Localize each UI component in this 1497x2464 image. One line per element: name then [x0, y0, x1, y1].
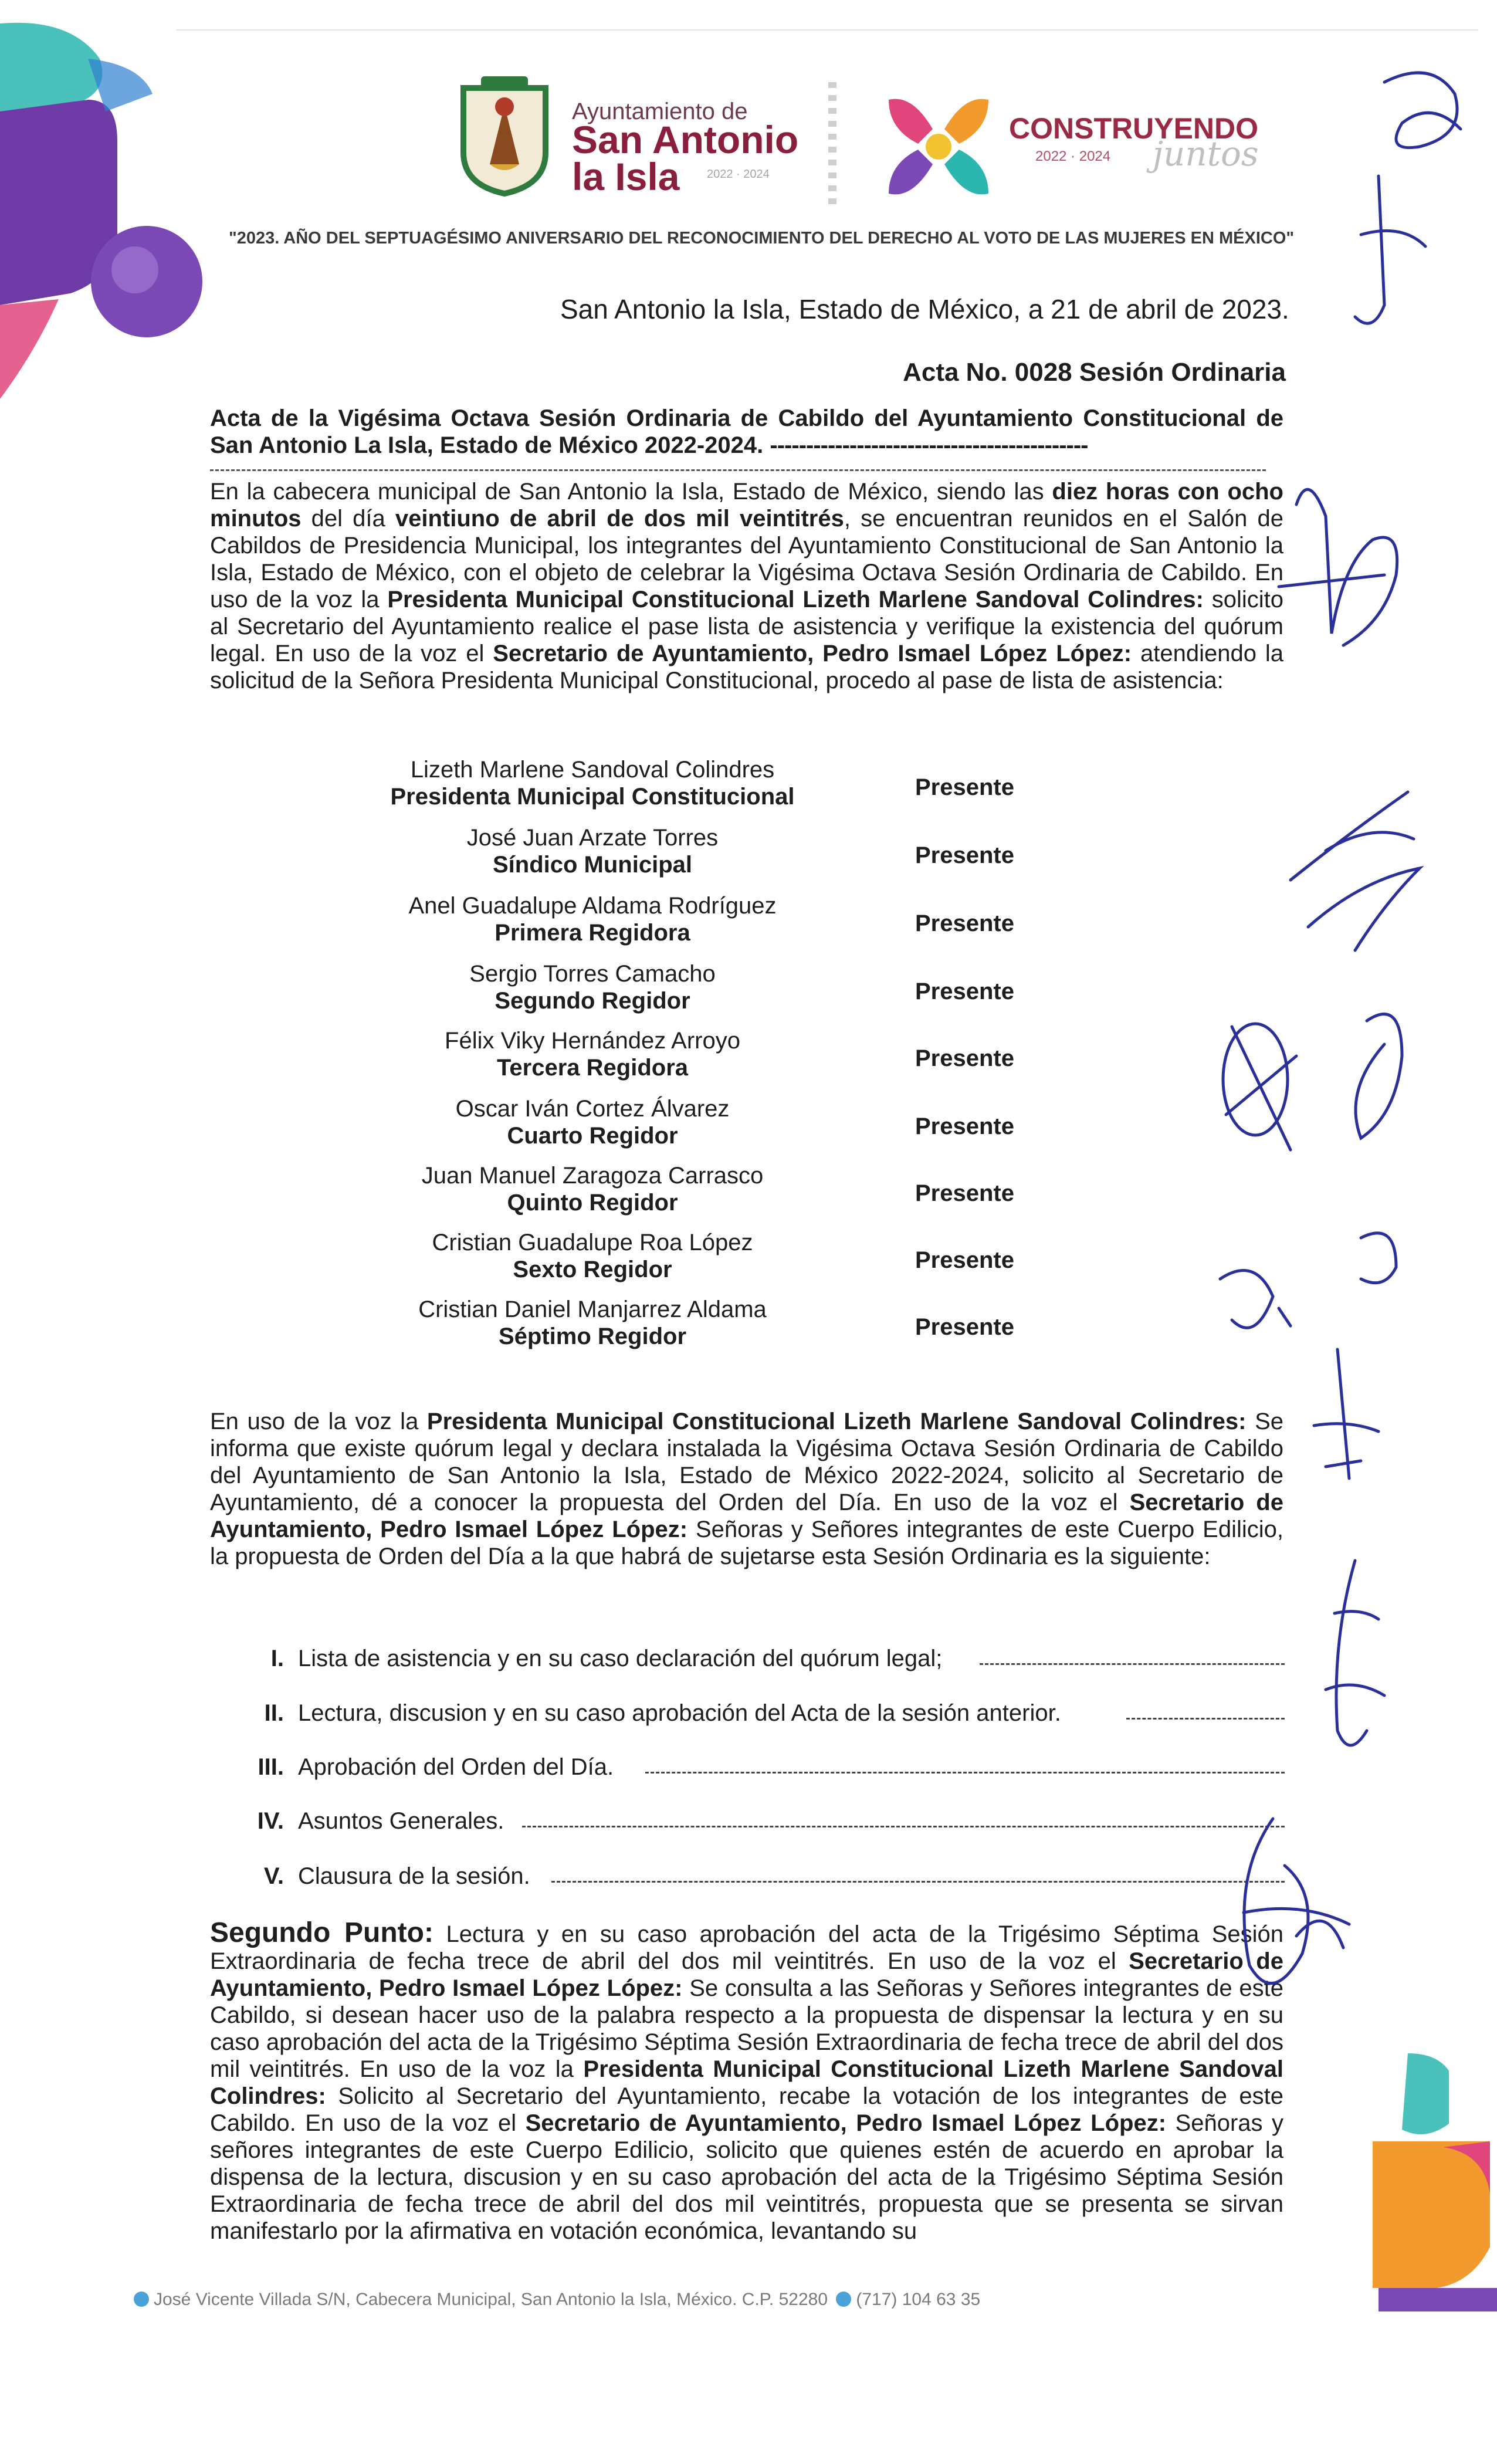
ayuntamiento-years: 2022 · 2024 [707, 168, 770, 181]
attendance-status: Presente [915, 842, 1014, 868]
attendance-status: Presente [915, 1045, 1014, 1071]
quorum-bold-2: Secretario de Ayuntamiento, Pedro Ismael López López: [210, 1490, 1283, 1542]
attendance-status: Presente [915, 1314, 1014, 1340]
member-role: Séptimo Regidor [498, 1324, 687, 1349]
agenda-text: Lista de asistencia y en su caso declaración del quórum legal; [298, 1646, 943, 1671]
agenda-fill-line [522, 1826, 1285, 1827]
attendance-status: Presente [915, 1113, 1014, 1139]
agenda-item [246, 1754, 1291, 1789]
attendance-row [352, 825, 1115, 889]
attendance-status: Presente [915, 1180, 1014, 1206]
intro-text-1: En la cabecera municipal de San Antonio la Isla, Estado de México, siendo las [210, 479, 1052, 505]
campaign-script: juntos [1153, 134, 1259, 174]
ayuntamiento-label: Ayuntamiento de [572, 99, 748, 124]
member-role: Primera Regidora [495, 920, 690, 946]
intro-text-4: solicito al Secretario del Ayuntamiento realice el pase lista de asistencia y verifique la existencia del quórum legal. En uso de la voz el [210, 587, 1284, 666]
municipality-name-line2: la Isla [572, 155, 680, 198]
attendance-row [352, 1028, 1115, 1092]
segundo-text-3: Solicito al Secretario del Ayuntamiento, recabe la votación de los integrantes de este Cabildo. En uso de la voz el [210, 2083, 1283, 2136]
attendance-status: Presente [915, 774, 1014, 800]
agenda-text: Aprobación del Orden del Día. [298, 1754, 614, 1780]
agenda-number: IV. [257, 1808, 284, 1834]
segundo-text-2: Se consulta a las Señoras y Señores integrantes de este Cabildo, si desean hacer uso de la palabra respecto a la propuesta de dispensar la lectura y en su caso aprobación del acta de la Trigésimo Séptima Sesión Extraordinaria de fecha trece de abril del dos mil veintitrés. En uso de la voz la [210, 1975, 1283, 2082]
intro-text-5: atendiendo la solicitud de la Señora Presidenta Municipal Constitucional, procedo al pase de lista de asistencia: [210, 641, 1284, 693]
agenda-number: II. [264, 1700, 284, 1726]
agenda-item [246, 1646, 1291, 1681]
segundo-text-1: Lectura y en su caso aprobación del acta de la Trigésimo Séptima Sesión Extraordinaria de fecha trece de abril del dos mil veintitrés. En uso de la voz el [210, 1921, 1283, 1974]
intro-bold-4: Secretario de Ayuntamiento, Pedro Ismael López López: [493, 641, 1132, 666]
agenda-text: Lectura, discusion y en su caso aprobación del Acta de la sesión anterior. [298, 1700, 1061, 1726]
agenda-fill-line [551, 1881, 1285, 1883]
member-name: Juan Manuel Zaragoza Carrasco [421, 1163, 764, 1189]
brand-shapes-left [0, 0, 258, 411]
member-name: Cristian Guadalupe Roa López [432, 1230, 753, 1255]
member-name: José Juan Arzate Torres [466, 825, 719, 851]
member-name: Oscar Iván Cortez Álvarez [455, 1096, 730, 1122]
member-name: Félix Viky Hernández Arroyo [445, 1028, 740, 1054]
intro-paragraph [210, 478, 1283, 694]
segundo-bold-3: Secretario de Ayuntamiento, Pedro Ismael López López: [525, 2110, 1167, 2136]
location-pin-icon [134, 2292, 149, 2307]
agenda-number: I. [270, 1646, 284, 1671]
attendance-row [352, 893, 1115, 957]
intro-bold-2: veintiuno de abril de dos mil veintitrés [395, 506, 844, 532]
municipality-name-line1: San Antonio [572, 118, 799, 161]
agenda-number: V. [263, 1863, 284, 1889]
acta-title [210, 405, 1283, 459]
acta-title-dashes: -------------------------------------------- [770, 432, 1088, 458]
footer-address: José Vicente Villada S/N, Cabecera Municipal, San Antonio la Isla, México. C.P. 52280 [154, 2290, 828, 2309]
member-role: Quinto Regidor [507, 1190, 678, 1216]
intro-text-3: , se encuentran reunidos en el Salón de Cabildos de Presidencia Municipal, los integrantes del Ayuntamiento Constitucional de San Antonio la Isla, Estado de México, con el objeto de celebrar la Vigésima Octava Sesión Ordinaria de Cabildo. En uso de la voz la [210, 506, 1284, 612]
phone-icon [836, 2292, 851, 2307]
attendance-status: Presente [915, 1247, 1014, 1273]
quorum-text-3: Señoras y Señores integrantes de este Cuerpo Edilicio, la propuesta de Orden del Día a la que habrá de sujetarse esta Sesión Ordinaria es la siguiente: [210, 1517, 1283, 1569]
agenda-item [246, 1700, 1291, 1735]
segundo-text-4: Señoras y señores integrantes de este Cuerpo Edilicio, solicito que quienes estén de acuerdo en aprobar la dispensa de la lectura, discusion y en su caso aprobación del acta de la Trigésimo Séptima Sesión Extraordinaria de fecha trece de abril del dos mil veintitrés, propuesta que se presenta se sirvan manifestarlo por la afirmativa en votación económica, levantando su [210, 2110, 1283, 2244]
attendance-row [352, 1096, 1115, 1160]
municipal-crest-icon [458, 76, 551, 197]
top-rule [176, 29, 1478, 31]
segundo-punto-title: Segundo Punto: [210, 1917, 433, 1948]
attendance-row [352, 1230, 1115, 1294]
agenda-number: III. [258, 1754, 284, 1780]
construyendo-logo-icon [877, 88, 1000, 205]
member-role: Síndico Municipal [492, 852, 693, 878]
member-name: Cristian Daniel Manjarrez Aldama [418, 1297, 767, 1322]
attendance-row [352, 1297, 1115, 1361]
segundo-bold-2: Presidenta Municipal Constitucional Lizeth Marlene Sandoval Colindres: [210, 2056, 1284, 2109]
agenda-item [246, 1863, 1291, 1898]
attendance-row [352, 961, 1115, 1025]
quorum-paragraph [210, 1408, 1283, 1570]
intro-text-2: del día [301, 506, 395, 532]
acta-title-text: Acta de la Vigésima Octava Sesión Ordinaria de Cabildo del Ayuntamiento Constitucional de San Antonio La Isla, Estado de México 2022-2024. [210, 405, 1283, 458]
intro-bold-3: Presidenta Municipal Constitucional Lizeth Marlene Sandoval Colindres: [387, 587, 1204, 612]
member-role: Tercera Regidora [496, 1055, 689, 1081]
agenda-text: Asuntos Generales. [298, 1808, 504, 1834]
attendance-row [352, 757, 1115, 821]
member-role: Segundo Regidor [495, 988, 690, 1014]
quorum-bold-1: Presidenta Municipal Constitucional Lizeth Marlene Sandoval Colindres: [426, 1409, 1247, 1434]
attendance-status: Presente [915, 911, 1014, 936]
vertical-separator-dots [826, 82, 840, 211]
campaign-title: CONSTRUYENDO [1009, 112, 1259, 145]
agenda-text: Clausura de la sesión. [298, 1863, 530, 1889]
segundo-punto-paragraph [210, 1917, 1284, 2245]
campaign-years: 2022 · 2024 [1035, 148, 1111, 164]
footer-phone: (717) 104 63 35 [856, 2290, 981, 2309]
separator-rule [210, 469, 1266, 471]
member-name: Anel Guadalupe Aldama Rodríguez [408, 893, 777, 919]
attendance-row [352, 1163, 1115, 1227]
quorum-text-1: En uso de la voz la [210, 1409, 427, 1434]
member-role: Cuarto Regidor [507, 1123, 678, 1149]
quorum-text-2: Se informa que existe quórum legal y declara instalada la Vigésima Octava Sesión Ordinaria de Cabildo del Ayuntamiento de San Antonio la Isla, Estado de México 2022-2024, solicito al Secretario de Ayuntamiento, dé a conocer la propuesta del Orden del Día. En uso de la voz el [210, 1409, 1284, 1515]
agenda-fill-line [645, 1772, 1285, 1773]
member-role: Presidenta Municipal Constitucional [390, 784, 795, 810]
acta-number: Acta No. 0028 Sesión Ordinaria [903, 358, 1286, 387]
footer [134, 2290, 980, 2310]
margin-signatures [1208, 59, 1484, 2141]
member-name: Sergio Torres Camacho [469, 961, 716, 987]
member-role: Sexto Regidor [513, 1257, 672, 1282]
agenda-item [246, 1808, 1291, 1843]
member-name: Lizeth Marlene Sandoval Colindres [410, 757, 775, 783]
attendance-status: Presente [915, 979, 1014, 1004]
segundo-bold-1: Secretario de Ayuntamiento, Pedro Ismael López López: [210, 1948, 1283, 2001]
year-motto: "2023. AÑO DEL SEPTUAGÉSIMO ANIVERSARIO DEL RECONOCIMIENTO DEL DERECHO AL VOTO DE LAS MUJERES EN MÉXICO" [229, 229, 1295, 248]
intro-bold-1: diez horas con ocho minutos [210, 479, 1283, 532]
place-date: San Antonio la Isla, Estado de México, a 21 de abril de 2023. [560, 294, 1289, 324]
